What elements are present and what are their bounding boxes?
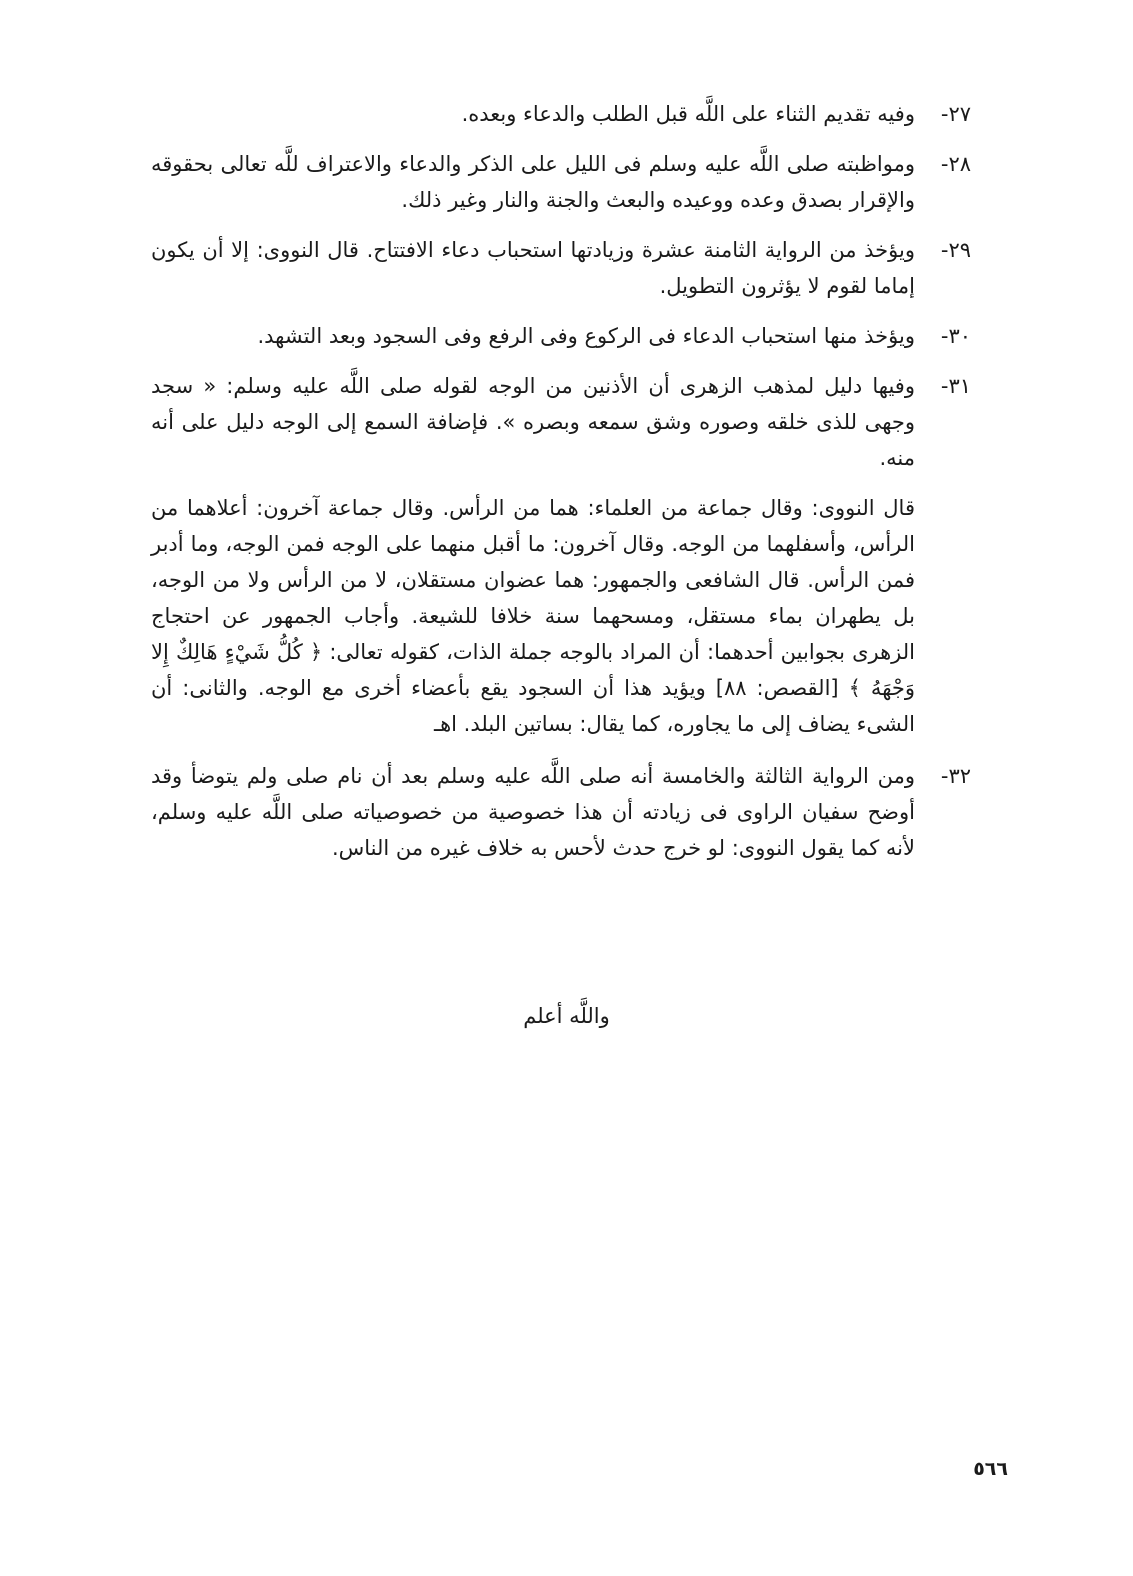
item-text: ويؤخذ منها استحباب الدعاء فى الركوع وفى الرفع وفى السجود وبعد التشهد.: [257, 324, 915, 348]
item-number: ٢٧-: [940, 102, 971, 126]
item-number: ٢٨-: [940, 152, 971, 176]
item-number: ٢٩-: [940, 238, 971, 262]
list-item: [151, 758, 971, 866]
closing-phrase: واللَّه أعلم: [523, 1004, 610, 1028]
page-number: ٥٦٦: [973, 1458, 1008, 1480]
item-text: ومن الرواية الثالثة والخامسة أنه صلى اللَّه عليه وسلم بعد أن نام صلى ولم يتوضأ وقد أوضح سفيان الراوى فى زيادته أن هذا خصوصية من خصوصياته صلى اللَّه عليه وسلم، لأنه كما يقول النووى: لو خرج حدث لأحس به خلاف غيره من الناس.: [151, 764, 915, 860]
item-text: ومواظبته صلى اللَّه عليه وسلم فى الليل على الذكر والدعاء والاعتراف للَّه تعالى بحقوقه والإقرار بصدق وعده ووعيده والبعث والجنة والنار وغير ذلك.: [151, 152, 915, 212]
list-item: [151, 232, 971, 304]
main-text-block: [151, 96, 971, 880]
list-item: [151, 318, 971, 354]
nawawi-quote-paragraph: قال النووى: وقال جماعة من العلماء: هما من الرأس. وقال جماعة آخرون: أعلاهما من الرأس، وأسفلهما من الوجه. وقال آخرون: ما أقبل منهما على الوجه فمن الوجه، وما أدبر فمن الرأس. قال الشافعى والجمهور: هما عضوان مستقلان، لا من الرأس ولا من الوجه، بل يطهران بماء مستقل، ومسحهما سنة خلافا للشيعة. وأجاب الجمهور عن احتجاج الزهرى بجوابين أحدهما: أن المراد بالوجه جملة الذات، كقوله تعالى: ﴿ كُلُّ شَيْءٍ هَالِكٌ إِلا وَجْهَهُ ﴾ [القصص: ٨٨] ويؤيد هذا أن السجود يقع بأعضاء أخرى مع الوجه. والثانى: أن الشىء يضاف إلى ما يجاوره، كما يقال: بساتين البلد. اهـ: [151, 496, 915, 736]
list-item: [151, 146, 971, 218]
item-text: ويؤخذ من الرواية الثامنة عشرة وزيادتها استحباب دعاء الافتتاح. قال النووى: إلا أن يكون إماما لقوم لا يؤثرون التطويل.: [151, 238, 915, 298]
item-number: ٣١-: [940, 374, 971, 398]
item-text: وفيها دليل لمذهب الزهرى أن الأذنين من الوجه لقوله صلى اللَّه عليه وسلم: « سجد وجهى للذى خلقه وصوره وشق سمعه وبصره ». فإضافة السمع إلى الوجه دليل على أنه منه.: [151, 374, 915, 470]
item-number: ٣٢-: [940, 764, 971, 788]
list-item: [151, 368, 971, 476]
item-text: وفيه تقديم الثناء على اللَّه قبل الطلب والدعاء وبعده.: [461, 102, 915, 126]
item-number: ٣٠-: [940, 324, 971, 348]
list-item: [151, 96, 971, 132]
